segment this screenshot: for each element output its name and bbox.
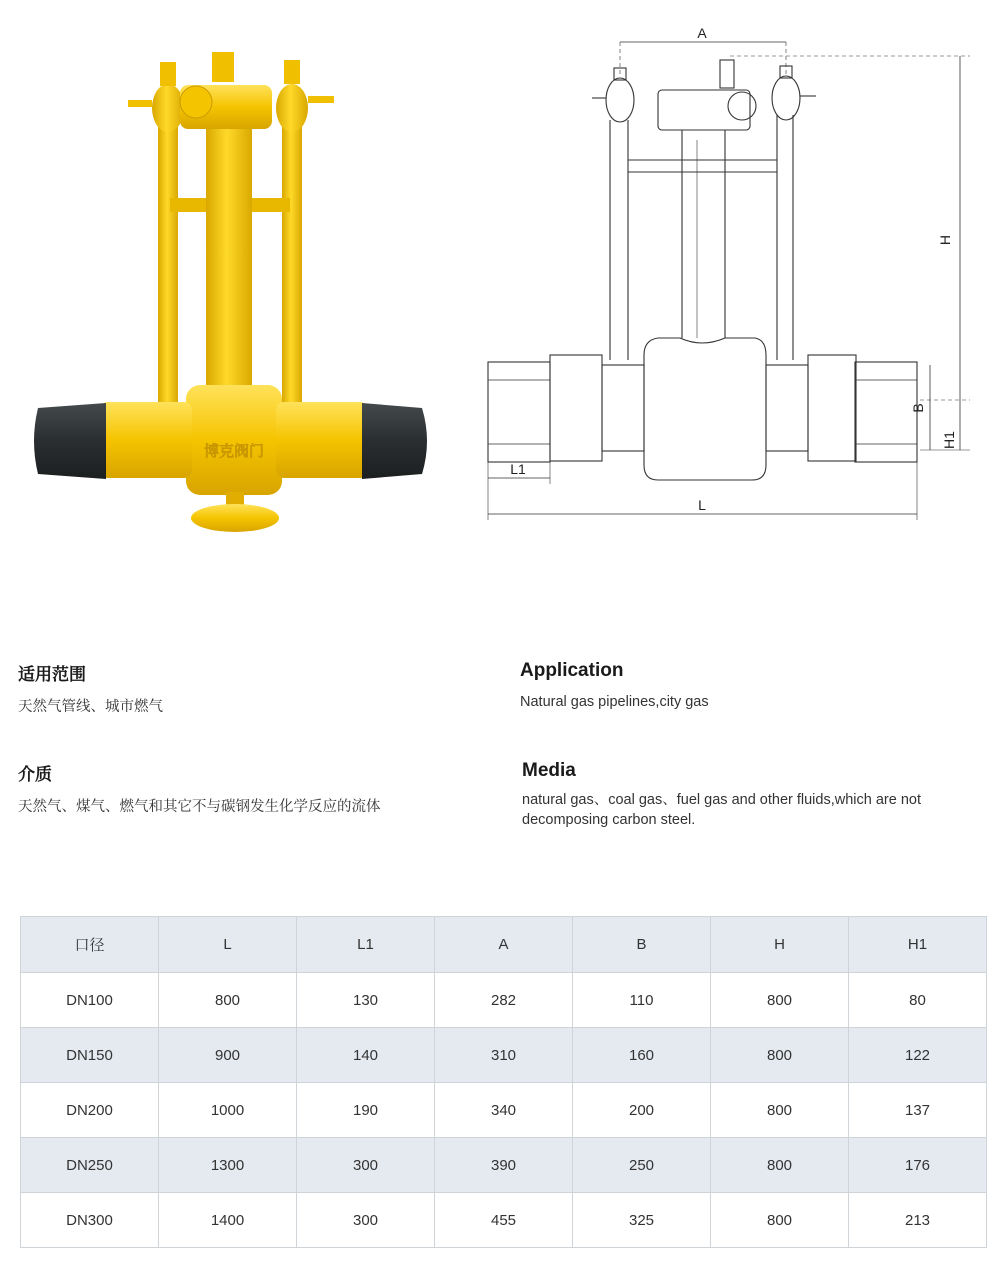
- table-cell: 300: [297, 1138, 435, 1193]
- col-header: 口径: [21, 917, 159, 973]
- table-cell: 310: [435, 1028, 573, 1083]
- table-cell: 800: [711, 1083, 849, 1138]
- table-header-row: [21, 917, 987, 973]
- media-zh: [18, 760, 381, 817]
- table-row: [21, 1028, 987, 1083]
- table-cell: 200: [573, 1083, 711, 1138]
- media-zh-text: 天然气、煤气、燃气和其它不与碳钢发生化学反应的流体: [18, 799, 381, 815]
- table-cell: 80: [849, 973, 987, 1028]
- application-zh-title: 适用范围: [18, 665, 86, 684]
- table-cell: 325: [573, 1193, 711, 1248]
- dim-label-l: L: [698, 497, 706, 513]
- table-cell: 390: [435, 1138, 573, 1193]
- specs-table: [20, 916, 987, 1248]
- table-cell: DN200: [21, 1083, 159, 1138]
- dim-label-h1: H1: [941, 431, 957, 449]
- col-header: L: [159, 917, 297, 973]
- media-en: [522, 760, 992, 830]
- table-cell: 250: [573, 1138, 711, 1193]
- table-row: [21, 1083, 987, 1138]
- table-cell: 800: [711, 1028, 849, 1083]
- application-zh-text: 天然气管线、城市燃气: [18, 699, 163, 715]
- table-cell: DN100: [21, 973, 159, 1028]
- table-cell: DN300: [21, 1193, 159, 1248]
- table-cell: 800: [711, 1193, 849, 1248]
- table-cell: 160: [573, 1028, 711, 1083]
- table-cell: 130: [297, 973, 435, 1028]
- media-en-text: natural gas、coal gas、fuel gas and other fluids,which are not decomposing carbon steel.: [522, 792, 921, 828]
- table-cell: 340: [435, 1083, 573, 1138]
- col-header: A: [435, 917, 573, 973]
- table-cell: 176: [849, 1138, 987, 1193]
- col-header: B: [573, 917, 711, 973]
- col-header: L1: [297, 917, 435, 973]
- technical-drawing: [480, 20, 980, 530]
- dim-label-a: A: [697, 25, 707, 41]
- table-cell: 1400: [159, 1193, 297, 1248]
- table-cell: 900: [159, 1028, 297, 1083]
- valve-photo: [20, 30, 440, 550]
- table-cell: 1300: [159, 1138, 297, 1193]
- table-cell: 122: [849, 1028, 987, 1083]
- table-row: [21, 1193, 987, 1248]
- table-cell: 213: [849, 1193, 987, 1248]
- application-en: [520, 660, 709, 712]
- table-cell: 455: [435, 1193, 573, 1248]
- col-header: H1: [849, 917, 987, 973]
- col-header: H: [711, 917, 849, 973]
- table-cell: DN150: [21, 1028, 159, 1083]
- table-row: [21, 973, 987, 1028]
- dim-label-h: H: [937, 234, 953, 246]
- brand-mark: 博克阀门: [203, 442, 265, 460]
- application-en-text: Natural gas pipelines,city gas: [520, 694, 709, 710]
- media-zh-title: 介质: [18, 765, 52, 784]
- table-cell: DN250: [21, 1138, 159, 1193]
- table-cell: 137: [849, 1083, 987, 1138]
- table-cell: 282: [435, 973, 573, 1028]
- table-row: [21, 1138, 987, 1193]
- table-cell: 140: [297, 1028, 435, 1083]
- application-en-title: Application: [520, 660, 624, 681]
- table-cell: 800: [711, 973, 849, 1028]
- dim-label-l1: L1: [510, 461, 526, 477]
- table-cell: 190: [297, 1083, 435, 1138]
- media-en-title: Media: [522, 760, 576, 781]
- dim-label-b: B: [910, 403, 926, 413]
- table-cell: 800: [711, 1138, 849, 1193]
- table-cell: 110: [573, 973, 711, 1028]
- table-cell: 1000: [159, 1083, 297, 1138]
- application-zh: [18, 660, 163, 717]
- table-cell: 800: [159, 973, 297, 1028]
- table-cell: 300: [297, 1193, 435, 1248]
